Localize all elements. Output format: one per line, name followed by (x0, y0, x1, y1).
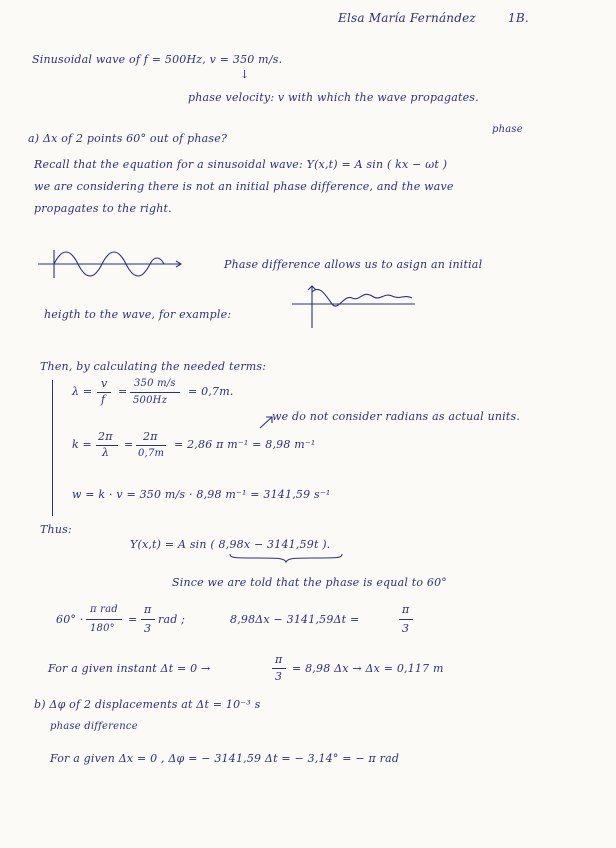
conv-eq: = (128, 613, 138, 626)
instant-result: = 8,98 Δx → Δx = 0,117 m (292, 662, 444, 675)
recall-line-1: Recall that the equation for a sinusoidal wave: Y(x,t) = A sin ( kx − ωt ) (34, 158, 448, 171)
conv-rhs-fracline (399, 619, 413, 620)
k-den1: λ (102, 446, 110, 459)
group-label: 1B. (508, 11, 529, 25)
author-name: Elsa María Fernández (338, 11, 476, 25)
lambda-num1: v (101, 377, 108, 390)
conv-den: 180° (90, 623, 115, 634)
instant-den: 3 (275, 670, 283, 683)
then-line: Then, by calculating the needed terms: (40, 360, 267, 373)
conv-num: π rad (90, 604, 118, 615)
instant-fracline (272, 668, 286, 669)
calc-bracket (52, 380, 53, 516)
phase-label: phase (492, 124, 523, 135)
conv-rhs-num: π (402, 603, 410, 616)
radians-note: we do not consider radians as actual units. (272, 410, 521, 423)
k-num1: 2π (98, 430, 113, 443)
conv-num2: π (144, 603, 152, 616)
since-line: Since we are told that the phase is equal to 60° (172, 576, 447, 589)
down-arrow: ↓ (240, 68, 250, 81)
phase-difference-line-1: Phase difference allows us to asign an initial (224, 258, 483, 271)
lambda-num2: 350 m/s (134, 378, 176, 389)
velocity-note: phase velocity: v with which the wave propagates. (188, 91, 479, 104)
k-eq: = (124, 438, 134, 451)
lambda-lhs: λ = (72, 385, 93, 398)
wave-sketch-icon (36, 244, 186, 284)
instant-line: For a given instant Δt = 0 → (48, 662, 211, 675)
conv-fracline-2 (141, 619, 155, 620)
lambda-result: = 0,7m. (188, 385, 234, 398)
omega-line: w = k · v = 350 m/s · 8,98 m⁻¹ = 3141,59 s⁻¹ (72, 488, 331, 501)
thus-equation: Y(x,t) = A sin ( 8,98x − 3141,59t ). (130, 538, 331, 551)
note-arrow-icon (258, 414, 276, 430)
phase-difference-note: phase difference (50, 721, 138, 732)
k-den2: 0,7m (138, 448, 165, 459)
k-num2: 2π (143, 430, 158, 443)
instant-num: π (275, 653, 283, 666)
lambda-eq: = (118, 385, 128, 398)
conv-den2: 3 (144, 622, 152, 635)
thus-label: Thus: (40, 523, 72, 536)
k-fracline-2 (136, 445, 166, 446)
phase-difference-line-2: heigth to the wave, for example: (44, 308, 232, 321)
recall-line-2: we are considering there is not an initial phase difference, and the wave (34, 180, 454, 193)
k-lhs: k = (72, 438, 92, 451)
recall-line-3: propagates to the right. (34, 202, 172, 215)
lambda-fracline-2 (130, 392, 180, 393)
conv-rhs-den: 3 (402, 622, 410, 635)
underbrace-icon (228, 552, 348, 564)
part-b-result: For a given Δx = 0 , Δφ = − 3141,59 Δt = − 3,14° = − π rad (50, 752, 400, 765)
conv-equation: 8,98Δx − 3141,59Δt = (230, 613, 360, 626)
conv-rad: rad ; (158, 613, 186, 626)
k-result: = 2,86 π m⁻¹ = 8,98 m⁻¹ (174, 438, 316, 451)
lambda-den2: 500Hz (133, 395, 168, 406)
conv-lhs: 60° · (56, 613, 84, 626)
part-b-question: b) Δφ of 2 displacements at Δt = 10⁻³ s (34, 698, 261, 711)
part-a-question: a) Δx of 2 points 60° out of phase? (28, 132, 228, 145)
given-line: Sinusoidal wave of f = 500Hz, v = 350 m/s. (32, 53, 283, 66)
lambda-den1: f (101, 393, 106, 406)
shifted-wave-sketch-icon (290, 282, 420, 332)
conv-fracline-1 (86, 619, 122, 620)
